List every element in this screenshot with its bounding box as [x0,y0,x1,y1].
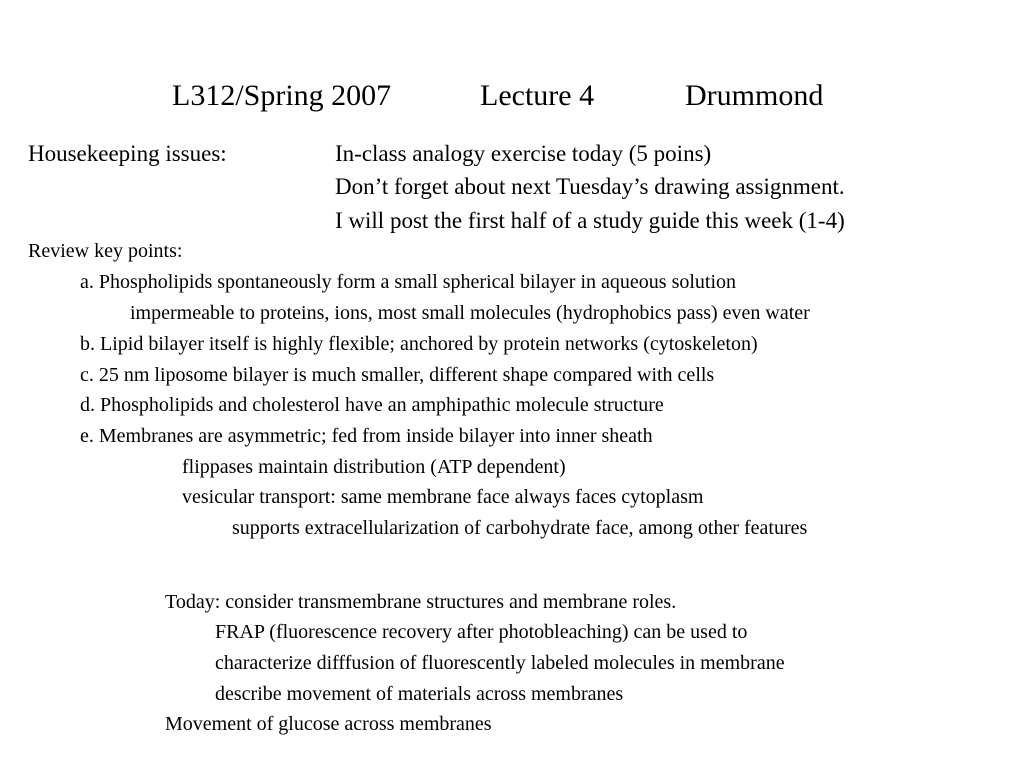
review-point-e-sub2: vesicular transport: same membrane face always faces cytoplasm [182,486,704,508]
slide-title-lecture: Lecture 4 [480,79,595,112]
today-item: characterize difffusion of fluorescently labeled molecules in membrane [215,652,785,674]
slide-title-instructor: Drummond [685,79,824,112]
review-point-e: e. Membranes are asymmetric; fed from inside bilayer into inner sheath [80,425,653,447]
review-point-b: b. Lipid bilayer itself is highly flexible; anchored by protein networks (cytoskeleton) [80,333,758,355]
housekeeping-label: Housekeeping issues: [28,141,227,166]
review-point-e-sub1: flippases maintain distribution (ATP dependent) [182,456,566,478]
today-heading: Today: consider transmembrane structures and membrane roles. [165,591,677,613]
slide-title-course: L312/Spring 2007 [172,79,392,112]
review-point-e-sub2-detail: supports extracellularization of carbohydrate face, among other features [232,517,808,539]
housekeeping-item: Don’t forget about next Tuesday’s drawing assignment. [335,174,845,199]
review-point-c: c. 25 nm liposome bilayer is much smaller, different shape compared with cells [80,364,715,386]
review-point-d: d. Phospholipids and cholesterol have an amphipathic molecule structure [80,394,664,416]
housekeeping-item: I will post the first half of a study guide this week (1-4) [335,208,845,233]
today-item: FRAP (fluorescence recovery after photobleaching) can be used to [215,621,748,643]
today-item: Movement of glucose across membranes [165,713,492,735]
today-item: describe movement of materials across membranes [215,683,624,705]
review-point-a: a. Phospholipids spontaneously form a small spherical bilayer in aqueous solution [80,271,737,293]
review-heading: Review key points: [28,240,183,262]
review-point-a-detail: impermeable to proteins, ions, most small molecules (hydrophobics pass) even water [130,302,810,324]
housekeeping-item: In-class analogy exercise today (5 poins) [335,141,712,166]
